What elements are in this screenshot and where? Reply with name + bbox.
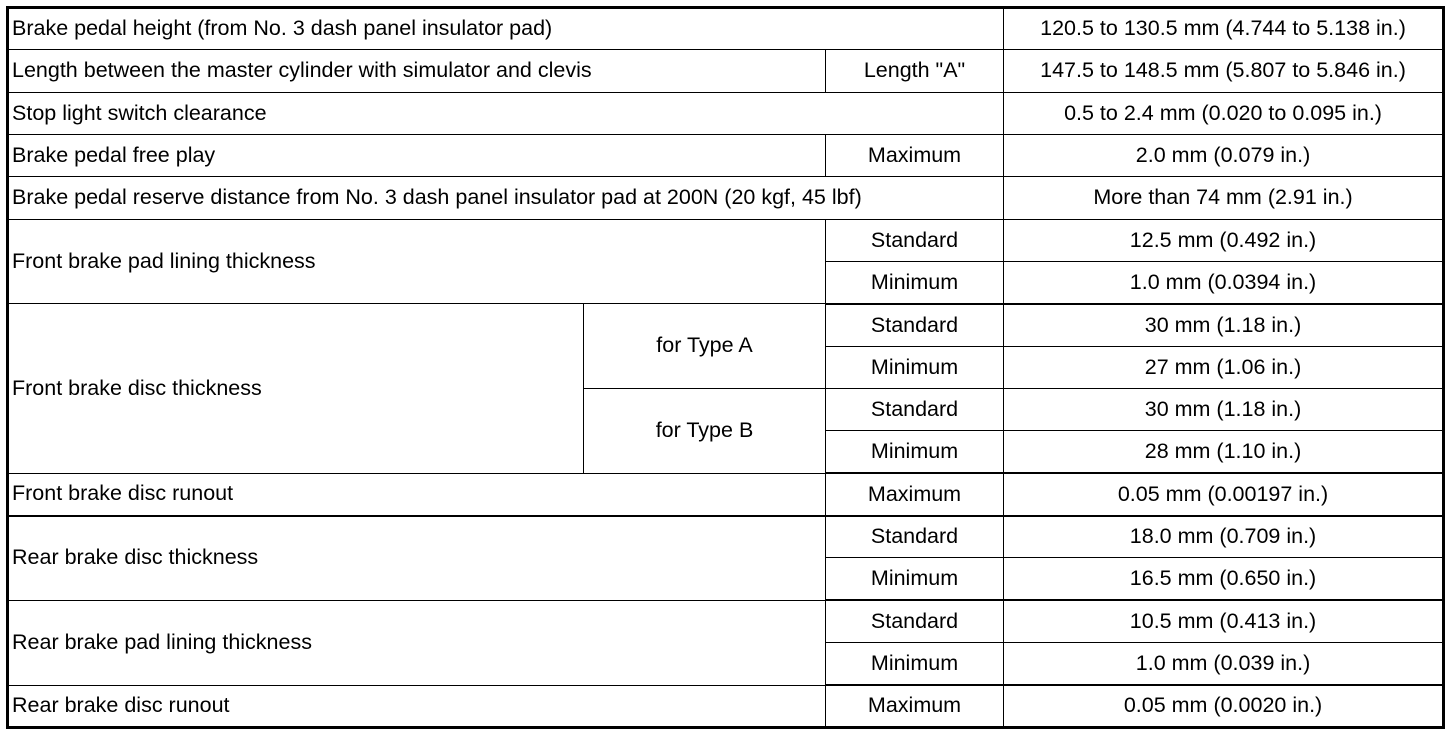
rear-pad-minimum-label: Minimum xyxy=(826,643,1004,685)
rear-runout-item: Rear brake disc runout xyxy=(8,685,826,727)
table-row-free-play xyxy=(8,135,1444,177)
front-disc-type-b-label: for Type B xyxy=(584,389,826,474)
table-row-reserve-distance xyxy=(8,177,1444,219)
table-row-rear-runout xyxy=(8,685,1444,727)
brake-specification-table xyxy=(6,6,1445,729)
stop-light-value: 0.5 to 2.4 mm (0.020 to 0.095 in.) xyxy=(1004,92,1444,134)
front-runout-value: 0.05 mm (0.00197 in.) xyxy=(1004,473,1444,515)
front-disc-type-b-standard-value: 30 mm (1.18 in.) xyxy=(1004,389,1444,431)
front-pad-minimum-label: Minimum xyxy=(826,262,1004,304)
front-disc-type-a-minimum-label: Minimum xyxy=(826,346,1004,388)
front-disc-type-b-minimum-label: Minimum xyxy=(826,431,1004,473)
rear-pad-item: Rear brake pad lining thickness xyxy=(8,600,826,685)
table-row-stop-light xyxy=(8,92,1444,134)
front-pad-standard-value: 12.5 mm (0.492 in.) xyxy=(1004,219,1444,261)
table-row-pedal-height xyxy=(8,8,1444,50)
free-play-condition: Maximum xyxy=(826,135,1004,177)
front-pad-item: Front brake pad lining thickness xyxy=(8,219,826,304)
rear-disc-standard-label: Standard xyxy=(826,516,1004,558)
table-row-rear-pad-standard xyxy=(8,600,1444,642)
front-disc-type-b-minimum-value: 28 mm (1.10 in.) xyxy=(1004,431,1444,473)
table-row-front-disc-a-standard xyxy=(8,304,1444,346)
pedal-height-value: 120.5 to 130.5 mm (4.744 to 5.138 in.) xyxy=(1004,8,1444,50)
front-disc-type-a-label: for Type A xyxy=(584,304,826,389)
rear-runout-value: 0.05 mm (0.0020 in.) xyxy=(1004,685,1444,727)
stop-light-item: Stop light switch clearance xyxy=(8,92,1004,134)
front-disc-item: Front brake disc thickness xyxy=(8,304,584,473)
front-disc-type-a-standard-label: Standard xyxy=(826,304,1004,346)
front-runout-item: Front brake disc runout xyxy=(8,473,826,515)
rear-pad-standard-value: 10.5 mm (0.413 in.) xyxy=(1004,600,1444,642)
rear-disc-item: Rear brake disc thickness xyxy=(8,516,826,601)
master-cylinder-length-condition: Length "A" xyxy=(826,50,1004,92)
rear-pad-minimum-value: 1.0 mm (0.039 in.) xyxy=(1004,643,1444,685)
master-cylinder-length-value: 147.5 to 148.5 mm (5.807 to 5.846 in.) xyxy=(1004,50,1444,92)
free-play-value: 2.0 mm (0.079 in.) xyxy=(1004,135,1444,177)
front-disc-type-a-standard-value: 30 mm (1.18 in.) xyxy=(1004,304,1444,346)
front-pad-minimum-value: 1.0 mm (0.0394 in.) xyxy=(1004,262,1444,304)
table-row-front-pad-standard xyxy=(8,219,1444,261)
table-row-front-runout xyxy=(8,473,1444,515)
rear-pad-standard-label: Standard xyxy=(826,600,1004,642)
table-row-rear-disc-standard xyxy=(8,516,1444,558)
rear-disc-minimum-value: 16.5 mm (0.650 in.) xyxy=(1004,558,1444,600)
front-disc-type-b-standard-label: Standard xyxy=(826,389,1004,431)
reserve-distance-value: More than 74 mm (2.91 in.) xyxy=(1004,177,1444,219)
front-runout-condition: Maximum xyxy=(826,473,1004,515)
table-row-master-cylinder-length xyxy=(8,50,1444,92)
rear-disc-minimum-label: Minimum xyxy=(826,558,1004,600)
master-cylinder-length-item: Length between the master cylinder with simulator and clevis xyxy=(8,50,826,92)
free-play-item: Brake pedal free play xyxy=(8,135,826,177)
rear-runout-condition: Maximum xyxy=(826,685,1004,727)
pedal-height-item: Brake pedal height (from No. 3 dash panel insulator pad) xyxy=(8,8,1004,50)
front-pad-standard-label: Standard xyxy=(826,219,1004,261)
front-disc-type-a-minimum-value: 27 mm (1.06 in.) xyxy=(1004,346,1444,388)
rear-disc-standard-value: 18.0 mm (0.709 in.) xyxy=(1004,516,1444,558)
reserve-distance-item: Brake pedal reserve distance from No. 3 dash panel insulator pad at 200N (20 kgf, 45 lbf) xyxy=(8,177,1004,219)
